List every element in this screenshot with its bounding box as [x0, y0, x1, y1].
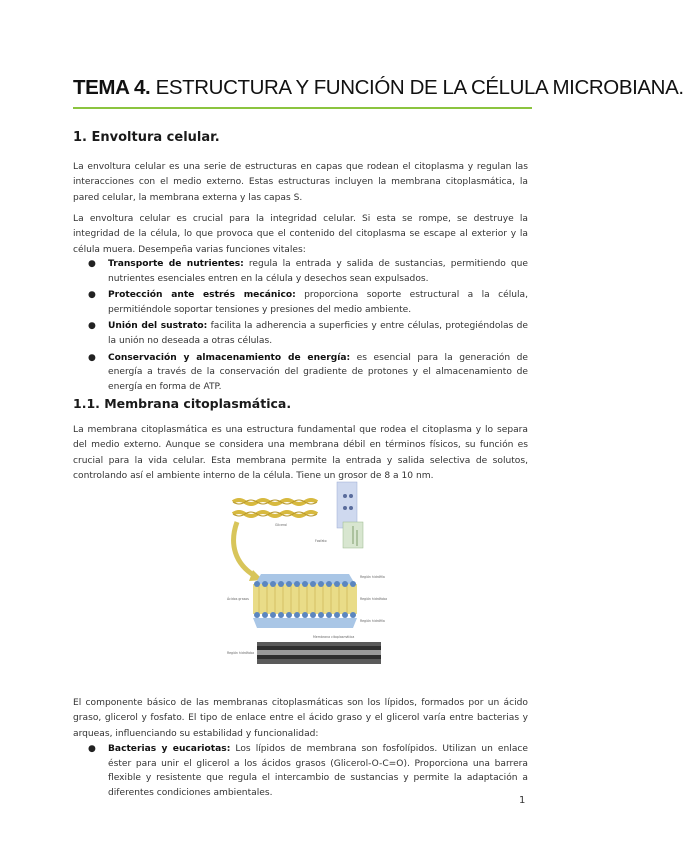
list-item	[88, 257, 528, 286]
micrograph-image	[227, 642, 381, 664]
glycerol-label: Glicerol	[275, 523, 288, 527]
membrane-structure-figure	[225, 478, 388, 686]
lipid-bilayer-diagram	[227, 574, 387, 639]
list-item	[88, 288, 528, 317]
bullet-text: facilita la adherencia a superficies y entre células, protegiéndolas de la unión no deseada a otras células.	[108, 321, 528, 346]
list-item	[88, 351, 528, 395]
membrane-label: Membrana citoplasmática	[313, 635, 355, 639]
page-title	[73, 76, 684, 100]
bullet-term: Protección ante estrés mecánico:	[108, 290, 296, 301]
fatty-acids-label: Ácidos grasos	[227, 597, 249, 601]
bullet-term: Transporte de nutrientes:	[108, 259, 244, 269]
paragraph-membrana-intro: La membrana citoplasmática es una estructura fundamental que rodea el citoplasma y lo separa del medio externo. Aunque se considera una membrana débil en términos físicos, su función es crucial para la vida celular. Esta membrana permite la entrada y salida selectiva de solutos, controlando así el ambiente interno de la célula. Tiene un grosor de 8 a 10 nm.	[73, 425, 528, 482]
bullet-text: Los lípidos de membrana son fosfolípidos. Utilizan un enlace éster para unir el glicerol a los ácidos grasos (Glicerol-O-C=O). Proporciona una barrera flexible y resistente que regula el intercambio de sustancias y permite la adaptación a diferentes condiciones ambientales.	[108, 744, 528, 798]
title-underline	[73, 107, 532, 109]
page-number: 1	[519, 795, 526, 806]
bullet-term: Conservación y almacenamiento de energía:	[108, 352, 351, 363]
lipid-types-list	[88, 742, 528, 802]
phosphate-label: Fosfato	[315, 539, 327, 543]
lipid-chain-diagram	[233, 482, 363, 548]
bullet-icon: ●	[88, 352, 96, 363]
arrow-icon	[234, 522, 255, 576]
paragraph-membrana-lipidos: El componente básico de las membranas citoplasmáticas son los lípidos, formados por un ácido graso, glicerol y fosfato. El tipo de enlace entre el ácido graso y el glicerol varía entre bacterias y arqueas, influenciando su estabilidad y funcionalidad:	[73, 698, 528, 739]
bullet-text: es esencial para la generación de energía a través de la conservación del gradiente de protones y el almacenamiento de energía en forma de ATP.	[108, 352, 528, 392]
section-heading-membrana: 1.1. Membrana citoplasmática.	[73, 396, 292, 411]
micrograph-label: Región hidrófoba	[227, 651, 255, 655]
paragraph-envoltura-intro: La envoltura celular es una serie de estructuras en capas que rodean el citoplasma y regulan las interacciones con el medio externo. Estas estructuras incluyen la membrana citoplasmática, la pared celular, la membrana externa y las capas S.	[73, 162, 528, 203]
hydrophilic-top-label: Región hidrófila	[360, 575, 385, 579]
bullet-icon: ●	[88, 290, 96, 301]
hydrophilic-bottom-label: Región hidrófila	[360, 619, 385, 623]
bullet-icon: ●	[88, 259, 96, 269]
functions-list	[88, 257, 528, 396]
section-heading-envoltura: 1. Envoltura celular.	[73, 130, 220, 145]
list-item	[88, 319, 528, 348]
title-number: TEMA 4.	[73, 76, 151, 99]
bullet-text: proporciona soporte estructural a la célula, permitiéndole soportar tensiones y presiones del medio ambiente.	[108, 290, 528, 315]
bullet-icon: ●	[88, 744, 96, 754]
paragraph-envoltura-funciones: La envoltura celular es crucial para la integridad celular. Si esta se rompe, se destruye la integridad de la célula, lo que provoca que el contenido del citoplasma se escape al exterior y la célula muera. Desempeña varias funciones vitales:	[73, 214, 528, 255]
hydrophobic-label: Región hidrófoba	[360, 597, 388, 601]
bullet-icon: ●	[88, 321, 96, 332]
title-text: ESTRUCTURA Y FUNCIÓN DE LA CÉLULA MICROBIANA.	[155, 76, 684, 99]
bullet-term: Unión del sustrato:	[108, 321, 208, 332]
bullet-term: Bacterias y eucariotas:	[108, 744, 231, 754]
list-item	[88, 742, 528, 800]
bullet-text: regula la entrada y salida de sustancias, permitiendo que nutrientes esenciales entren en la célula y desechos sean expulsados.	[108, 259, 528, 284]
